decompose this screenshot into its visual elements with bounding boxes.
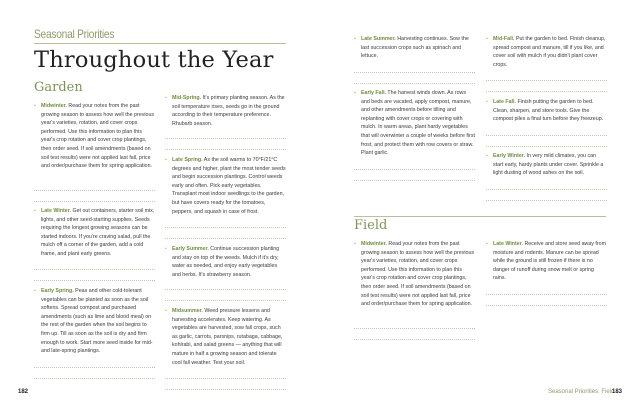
divider [165, 378, 286, 390]
entry-garden-mid-fall: ▪ Mid-Fall. Put the garden to bed. Finish cleanup, spread compost and manure, till if you like, and cover soil with mulch if you didn't plant cover crops. [486, 36, 606, 68]
bullet-icon: ▪ [354, 90, 356, 96]
entry-garden-mid-spring: ▪ Mid-Spring. It's primary planting season. As the soil temperature rises, seeds go in the ground according to their temperature preference. Rhubarb season. [165, 95, 285, 127]
bullet-icon: ▪ [165, 246, 167, 252]
bullet-icon: ▪ [165, 95, 167, 101]
bullet-icon: ▪ [34, 208, 36, 214]
running-footer: Seasonal Priorities: Field [548, 389, 615, 395]
bullet-icon: ▪ [354, 36, 356, 42]
entry-field-late-winter: ▪ Late Winter. Receive and store seed away from moisture and rodents. Manure can be spread while the ground is still frozen if there is no danger of runoff during snow melt or spring rains. [486, 241, 607, 282]
divider [354, 169, 475, 181]
entry-garden-midsummer: ▪ Midsummer. Weed pressure lessens and harvesting accelerates. Keep watering. As vegetables are harvested, sow fall crops, such as garlic, carrots, parsnips, rutabaga, cabbage, kohlrabi, and salad greens — anything that will mature in half a growing season and tolerate cool fall weather. Test your soil. [165, 308, 283, 366]
page-title: Throughout the Year [34, 47, 274, 73]
entry-garden-late-winter: ▪ Late Winter. Get out containers, starter soil mix, lights, and other seed-starting supplies. Seeds requiring the longest growing seasons can be started indoors. If you're craving salad, pull the mulch off a corner of the garden, add a cold frame, and plant early greens. [34, 208, 155, 257]
section-heading-field: Field [354, 218, 388, 233]
page-number-right: 183 [612, 389, 623, 395]
divider [165, 289, 286, 301]
entry-garden-late-summer: ▪ Late Summer. Harvesting continues. Sow the last succession crops such as spinach and lettuce. [354, 36, 469, 60]
divider [486, 189, 607, 201]
entry-garden-early-summer: ▪ Early Summer. Continue succession planting and stay on top of the weeds. Mulch if it's dry, water as needed, and enjoy early vegetables and herbs. It's strawberry season. [165, 246, 280, 278]
page-number-left: 182 [18, 389, 29, 395]
divider [486, 135, 607, 147]
bullet-icon: ▪ [354, 241, 356, 247]
bullet-icon: ▪ [34, 288, 36, 294]
kicker-title: Seasonal Priorities [34, 27, 115, 41]
divider [34, 190, 155, 202]
divider [165, 227, 286, 239]
bullet-icon: ▪ [165, 308, 167, 314]
section-heading-garden: Garden [34, 80, 83, 95]
entry-field-midwinter: ▪ Midwinter. Read your notes from the past growing season to assess how well the previous year's varieties, rotation, and cover crops performed. Use this information to plan this year's crop rotation and cover crop plantings, then order seed. If soil amendments (based on soil test results) were not applied last fall, price and order/purchase them for spring application. [354, 241, 475, 308]
divider [165, 138, 286, 150]
entry-garden-early-spring: ▪ Early Spring. Peas and other cold-tolerant vegetables can be planted as soon as the soil softens. Spread compost and purchased amendments (such as lime and blood meal) on the rest of the garden when the soil begins to firm up. Till as soon as the soil is dry and firm enough to work. Start more seed inside for mid- and late-spring plantings. [34, 288, 153, 355]
bullet-icon: ▪ [165, 157, 167, 163]
divider [486, 80, 607, 92]
bullet-icon: ▪ [486, 153, 488, 159]
entry-garden-early-winter: ▪ Early Winter. In very mild climates, you can start early, hardy plants under cover. Sprinkle a light dusting of wood ashes on the soil. [486, 153, 604, 177]
bullet-icon: ▪ [486, 241, 488, 247]
divider [354, 328, 475, 340]
kicker-rule [34, 43, 286, 44]
divider [34, 269, 155, 281]
divider [34, 367, 155, 379]
bullet-icon: ▪ [486, 36, 488, 42]
entry-garden-midwinter: ▪ Midwinter. Read your notes from the past growing season to assess how well the previous year's varieties, rotation, and cover crops performed. Use this information to plan this year's crop rotation and cover crop plantings, then order seed. If soil amendments (based on soil test results) were not applied last fall, price and order/purchase them for spring application. [34, 103, 155, 170]
entry-garden-late-spring: ▪ Late Spring. As the soil warms to 70°F/21°C degrees and higher, plant the most tender seeds and begin succession plantings. Control weeds early and often. Pick early vegetables. Transplant most indoor seedlings to the garden, but have covers ready for the tomatoes, peppers, and squash in case of frost. [165, 157, 286, 215]
bullet-icon: ▪ [34, 103, 36, 109]
entry-garden-early-fall: ▪ Early Fall. The harvest winds down. As rows and beds are vacated, apply compost, manure, and other amendments before tilling and replanting with cover crops or covering with mulch. In warm areas, plant hardy vegetables that will overwinter a couple of weeks before first frost, and protect them with row covers or straw. Plant garlic. [354, 90, 475, 157]
bullet-icon: ▪ [486, 99, 488, 105]
divider [486, 294, 607, 306]
field-rule [354, 216, 606, 217]
divider [354, 72, 475, 84]
entry-garden-late-fall: ▪ Late Fall. Finish putting the garden to bed. Clean, sharpen, and store tools. Give the compost piles a final turn before they freezeup. [486, 99, 604, 123]
